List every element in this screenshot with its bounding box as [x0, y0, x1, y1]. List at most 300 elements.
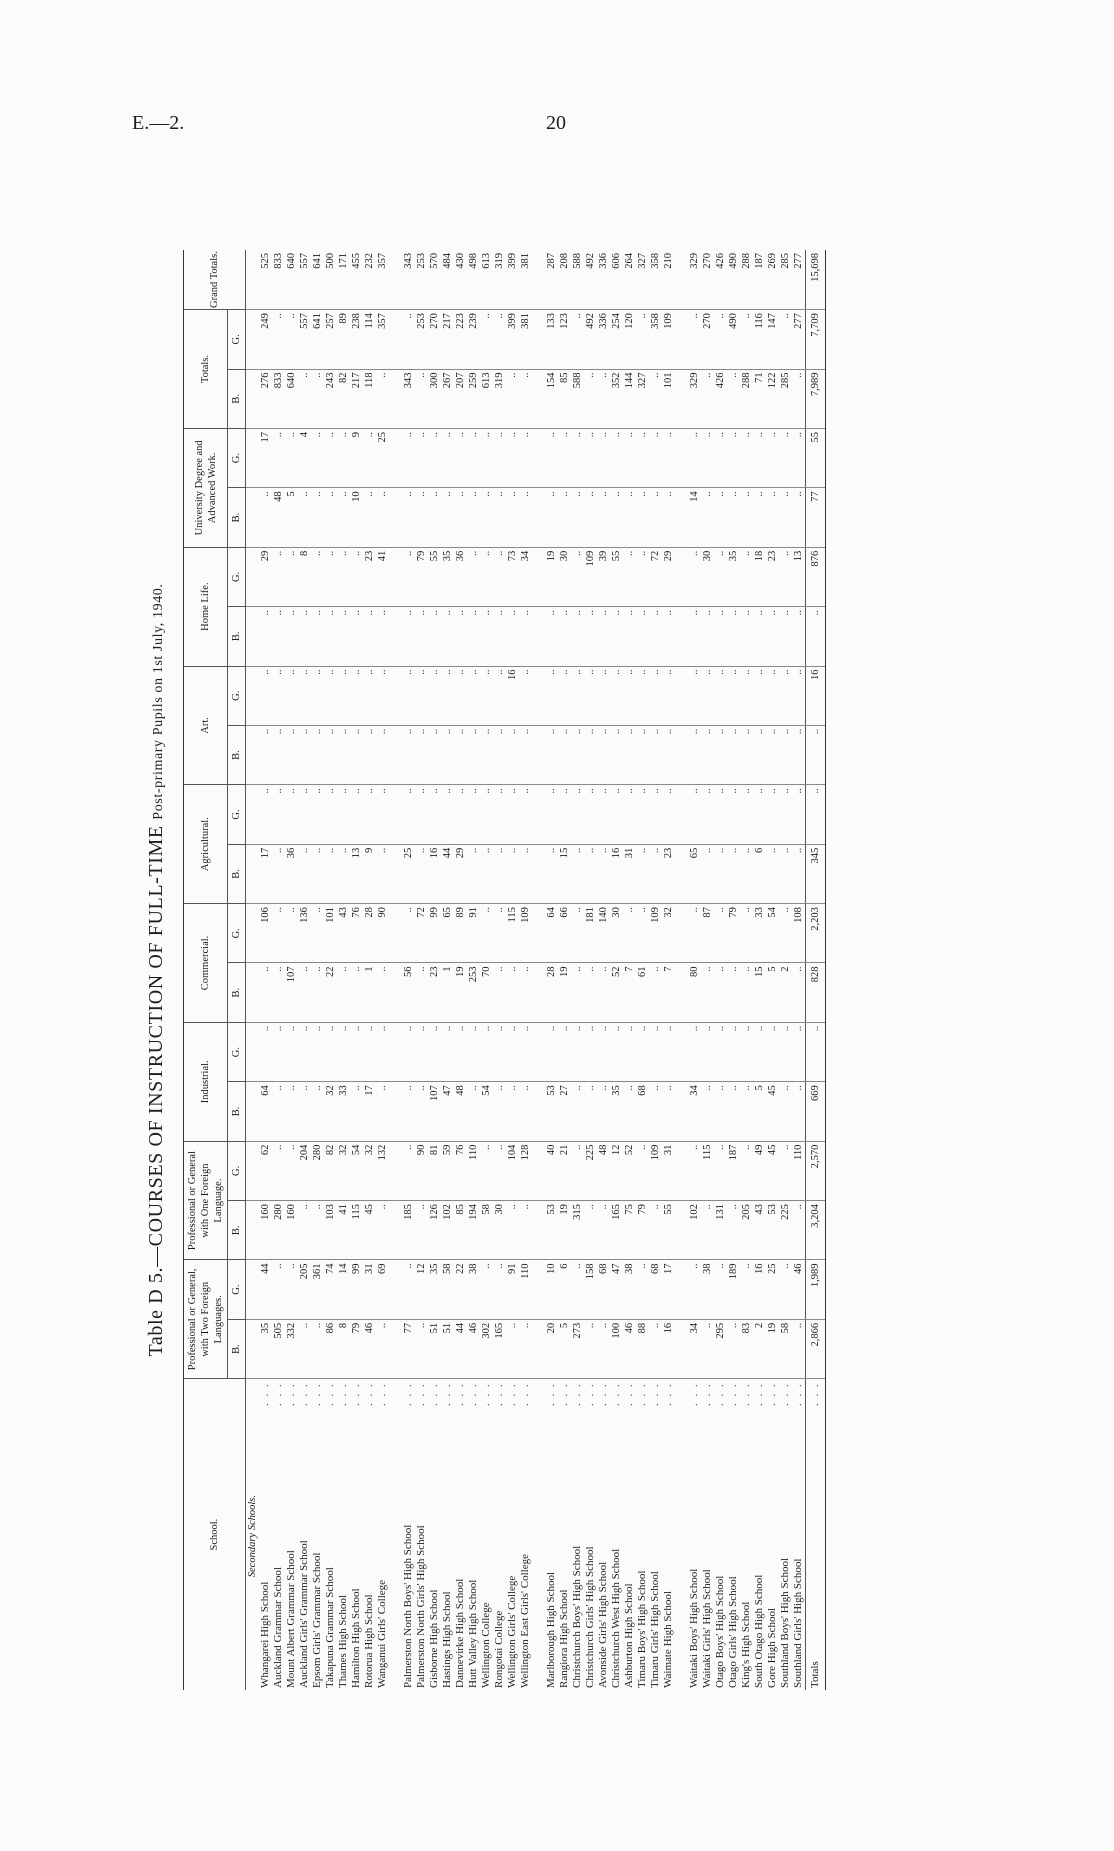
- totals-row: [806, 250, 826, 1690]
- school-name-text: Palmerston North Boys' High School: [402, 1524, 414, 1688]
- value-cell: ..: [324, 488, 337, 547]
- value-cell: ..: [714, 310, 727, 369]
- value-cell: 223: [454, 310, 467, 369]
- value-cell: 10: [350, 488, 363, 547]
- school-name-text: Timaru Girls' High School: [649, 1571, 661, 1688]
- value-cell: 5: [558, 1319, 571, 1378]
- empty-cell: [389, 785, 402, 844]
- value-cell: 32: [337, 1141, 350, 1200]
- value-cell: 83: [740, 1319, 753, 1378]
- value-cell: ..: [324, 785, 337, 844]
- value-cell: 35: [259, 1319, 272, 1378]
- value-cell: 59: [441, 1141, 454, 1200]
- value-cell: 17: [363, 1082, 376, 1141]
- value-cell: ..: [545, 1022, 558, 1081]
- value-cell: ..: [259, 488, 272, 547]
- value-cell: 14: [688, 488, 701, 547]
- value-cell: 29: [454, 844, 467, 903]
- value-cell: ..: [610, 1022, 623, 1081]
- school-name: [415, 1379, 428, 1690]
- value-cell: ..: [636, 785, 649, 844]
- group-header-commercial: Commercial.: [184, 904, 228, 1023]
- value-cell: ..: [376, 666, 389, 725]
- empty-cell: [246, 1022, 260, 1081]
- value-cell: ..: [285, 725, 298, 784]
- value-cell: 110: [467, 1141, 480, 1200]
- value-cell: 34: [688, 1082, 701, 1141]
- empty-cell: [246, 547, 260, 606]
- value-cell: 101: [662, 369, 675, 428]
- value-cell: ..: [584, 963, 597, 1022]
- value-cell: 2: [779, 963, 792, 1022]
- value-cell: ..: [649, 785, 662, 844]
- value-cell: 6: [753, 844, 766, 903]
- value-cell: ..: [740, 428, 753, 487]
- value-cell: 107: [428, 1082, 441, 1141]
- value-cell: 49: [753, 1141, 766, 1200]
- leader-dots: . . .: [714, 1382, 726, 1406]
- value-cell: ..: [376, 1319, 389, 1378]
- table-title-rest: Post-primary Pupils on 1st July, 1940.: [151, 583, 166, 820]
- value-cell: ..: [545, 666, 558, 725]
- value-cell: ..: [649, 1022, 662, 1081]
- header-row-groups: [184, 250, 228, 1690]
- value-cell: 41: [337, 1201, 350, 1260]
- value-cell: ..: [415, 1201, 428, 1260]
- empty-cell: [389, 607, 402, 666]
- total-cell: 2,570: [806, 1141, 826, 1200]
- value-cell: 270: [701, 310, 714, 369]
- value-cell: 45: [766, 1082, 779, 1141]
- value-cell: ..: [740, 488, 753, 547]
- value-cell: ..: [337, 607, 350, 666]
- value-cell: 74: [324, 1260, 337, 1319]
- value-cell: 19: [766, 1319, 779, 1378]
- spacer-row: [675, 250, 688, 1690]
- value-cell: ..: [649, 488, 662, 547]
- value-cell: 12: [610, 1141, 623, 1200]
- value-cell: ..: [584, 1082, 597, 1141]
- value-cell: 87: [701, 904, 714, 963]
- leader-dots: . . .: [376, 1382, 388, 1406]
- value-cell: ..: [688, 1141, 701, 1200]
- value-cell: 75: [623, 1201, 636, 1260]
- value-cell: ..: [727, 1082, 740, 1141]
- value-cell: ..: [623, 547, 636, 606]
- value-cell: ..: [298, 488, 311, 547]
- value-cell: ..: [415, 1022, 428, 1081]
- value-cell: 51: [441, 1319, 454, 1378]
- value-cell: ..: [467, 725, 480, 784]
- school-name: [597, 1379, 610, 1690]
- value-cell: ..: [636, 904, 649, 963]
- value-cell: 31: [363, 1260, 376, 1319]
- school-name: [376, 1379, 389, 1690]
- value-cell: ..: [623, 1082, 636, 1141]
- school-name: [285, 1379, 298, 1690]
- value-cell: 285: [779, 250, 792, 310]
- value-cell: 500: [324, 250, 337, 310]
- value-cell: ..: [441, 1022, 454, 1081]
- value-cell: 640: [285, 369, 298, 428]
- value-cell: 357: [376, 250, 389, 310]
- value-cell: ..: [428, 488, 441, 547]
- value-cell: 41: [376, 547, 389, 606]
- empty-cell: [246, 250, 260, 310]
- value-cell: ..: [597, 1201, 610, 1260]
- school-name: [727, 1379, 740, 1690]
- school-name-text: Takapuna Grammar School: [324, 1567, 336, 1688]
- value-cell: ..: [519, 428, 532, 487]
- value-cell: ..: [545, 428, 558, 487]
- value-cell: 613: [480, 250, 493, 310]
- value-cell: 82: [337, 369, 350, 428]
- value-cell: ..: [727, 428, 740, 487]
- value-cell: ..: [298, 1082, 311, 1141]
- value-cell: 239: [467, 310, 480, 369]
- value-cell: ..: [571, 666, 584, 725]
- value-cell: ..: [415, 607, 428, 666]
- value-cell: 7: [662, 963, 675, 1022]
- value-cell: ..: [740, 963, 753, 1022]
- value-cell: ..: [740, 904, 753, 963]
- value-cell: ..: [766, 607, 779, 666]
- empty-cell: [532, 369, 545, 428]
- school-name-text: Mount Albert Grammar School: [285, 1550, 297, 1688]
- value-cell: 13: [350, 844, 363, 903]
- school-name: [363, 1379, 376, 1690]
- value-cell: ..: [337, 785, 350, 844]
- value-cell: ..: [493, 1141, 506, 1200]
- value-cell: ..: [792, 785, 806, 844]
- value-cell: 132: [376, 1141, 389, 1200]
- school-name-text: Auckland Grammar School: [272, 1567, 284, 1688]
- value-cell: 5: [766, 963, 779, 1022]
- value-cell: 82: [324, 1141, 337, 1200]
- value-cell: ..: [688, 725, 701, 784]
- leader-dots: . . .: [597, 1382, 609, 1406]
- empty-cell: [675, 607, 688, 666]
- school-name-text: Timaru Boys' High School: [636, 1570, 648, 1688]
- value-cell: 277: [792, 250, 806, 310]
- table-row: [545, 250, 558, 1690]
- group-header-home-life: Home Life.: [184, 547, 228, 666]
- value-cell: ..: [311, 428, 324, 487]
- value-cell: ..: [649, 1201, 662, 1260]
- value-cell: 264: [623, 250, 636, 310]
- value-cell: 295: [714, 1319, 727, 1378]
- value-cell: 23: [766, 547, 779, 606]
- value-cell: 38: [701, 1260, 714, 1319]
- empty-cell: [675, 1201, 688, 1260]
- value-cell: ..: [571, 725, 584, 784]
- value-cell: 399: [506, 250, 519, 310]
- value-cell: ..: [584, 428, 597, 487]
- value-cell: ..: [623, 488, 636, 547]
- empty-cell: [532, 1260, 545, 1319]
- leader-dots: . . .: [363, 1382, 375, 1406]
- value-cell: 4: [298, 428, 311, 487]
- value-cell: 30: [701, 547, 714, 606]
- value-cell: ..: [623, 607, 636, 666]
- leader-dots: . . .: [298, 1382, 310, 1406]
- value-cell: ..: [662, 666, 675, 725]
- value-cell: ..: [467, 1022, 480, 1081]
- value-cell: ..: [701, 725, 714, 784]
- value-cell: ..: [493, 963, 506, 1022]
- value-cell: 343: [402, 369, 415, 428]
- school-name: [272, 1379, 285, 1690]
- value-cell: ..: [298, 963, 311, 1022]
- total-cell: 77: [806, 488, 826, 547]
- school-name: [766, 1379, 779, 1690]
- value-cell: ..: [480, 725, 493, 784]
- value-cell: ..: [272, 547, 285, 606]
- value-cell: 498: [467, 250, 480, 310]
- value-cell: 5: [285, 488, 298, 547]
- school-name: [571, 1379, 584, 1690]
- value-cell: 17: [662, 1260, 675, 1319]
- empty-cell: [532, 607, 545, 666]
- value-cell: 144: [623, 369, 636, 428]
- total-cell: 2,203: [806, 904, 826, 963]
- subheader-b: B.: [228, 1082, 246, 1141]
- value-cell: ..: [740, 1082, 753, 1141]
- value-cell: ..: [337, 963, 350, 1022]
- table-row: [493, 250, 506, 1690]
- school-name-text: Thames High School: [337, 1595, 349, 1688]
- total-cell: 2,866: [806, 1319, 826, 1378]
- value-cell: 34: [519, 547, 532, 606]
- value-cell: ..: [350, 725, 363, 784]
- value-cell: ..: [415, 666, 428, 725]
- value-cell: ..: [363, 428, 376, 487]
- subheader-b: B.: [228, 488, 246, 547]
- value-cell: ..: [467, 785, 480, 844]
- value-cell: ..: [311, 666, 324, 725]
- value-cell: 35: [428, 1260, 441, 1319]
- subheader-g: G.: [228, 1141, 246, 1200]
- value-cell: ..: [584, 844, 597, 903]
- value-cell: ..: [688, 785, 701, 844]
- value-cell: ..: [298, 844, 311, 903]
- value-cell: ..: [571, 428, 584, 487]
- value-cell: 207: [454, 369, 467, 428]
- value-cell: ..: [688, 310, 701, 369]
- value-cell: 44: [454, 1319, 467, 1378]
- value-cell: ..: [584, 1022, 597, 1081]
- school-name: [636, 1379, 649, 1690]
- value-cell: 58: [441, 1260, 454, 1319]
- value-cell: 217: [350, 369, 363, 428]
- subheader-g: G.: [228, 1260, 246, 1319]
- value-cell: ..: [493, 488, 506, 547]
- value-cell: ..: [298, 725, 311, 784]
- value-cell: 79: [415, 547, 428, 606]
- value-cell: ..: [714, 607, 727, 666]
- value-cell: 32: [324, 1082, 337, 1141]
- table-row: [662, 250, 675, 1690]
- value-cell: ..: [649, 666, 662, 725]
- value-cell: ..: [597, 725, 610, 784]
- value-cell: 232: [363, 250, 376, 310]
- table-row: [350, 250, 363, 1690]
- value-cell: ..: [662, 785, 675, 844]
- total-cell: 1,989: [806, 1260, 826, 1319]
- value-cell: 53: [766, 1201, 779, 1260]
- empty-cell: [675, 488, 688, 547]
- value-cell: ..: [766, 785, 779, 844]
- value-cell: ..: [363, 666, 376, 725]
- value-cell: ..: [272, 428, 285, 487]
- value-cell: ..: [259, 666, 272, 725]
- value-cell: ..: [402, 310, 415, 369]
- value-cell: 89: [337, 310, 350, 369]
- value-cell: 32: [662, 904, 675, 963]
- value-cell: 7: [623, 963, 636, 1022]
- school-name-text: Rangiora High School: [558, 1589, 570, 1688]
- value-cell: ..: [480, 547, 493, 606]
- value-cell: 270: [701, 250, 714, 310]
- table-title: [145, 250, 179, 1690]
- value-cell: 329: [688, 369, 701, 428]
- value-cell: ..: [558, 488, 571, 547]
- value-cell: 426: [714, 250, 727, 310]
- value-cell: ..: [324, 666, 337, 725]
- school-name: [454, 1379, 467, 1690]
- table-row: [506, 250, 519, 1690]
- value-cell: ..: [610, 428, 623, 487]
- value-cell: 315: [571, 1201, 584, 1260]
- value-cell: ..: [259, 607, 272, 666]
- value-cell: ..: [311, 488, 324, 547]
- school-name: [324, 1379, 337, 1690]
- value-cell: ..: [480, 844, 493, 903]
- school-name-text: Dannevirke High School: [454, 1578, 466, 1688]
- courses-table: [183, 250, 826, 1690]
- value-cell: ..: [727, 725, 740, 784]
- value-cell: ..: [428, 1022, 441, 1081]
- value-cell: ..: [740, 1260, 753, 1319]
- value-cell: ..: [545, 488, 558, 547]
- school-name-text: Otago Girls' High School: [727, 1576, 739, 1688]
- value-cell: 109: [649, 1141, 662, 1200]
- value-cell: ..: [662, 488, 675, 547]
- value-cell: 55: [610, 547, 623, 606]
- value-cell: ..: [714, 844, 727, 903]
- value-cell: ..: [415, 785, 428, 844]
- value-cell: ..: [779, 844, 792, 903]
- table-title-main: —COURSES OF INSTRUCTION OF FULL-TIME: [145, 825, 167, 1267]
- value-cell: 140: [597, 904, 610, 963]
- school-header: School.: [184, 1379, 246, 1690]
- school-name-text: Rongotai College: [493, 1610, 505, 1688]
- value-cell: ..: [363, 725, 376, 784]
- value-cell: ..: [298, 666, 311, 725]
- value-cell: 55: [662, 1201, 675, 1260]
- value-cell: ..: [701, 369, 714, 428]
- value-cell: ..: [324, 607, 337, 666]
- value-cell: 31: [623, 844, 636, 903]
- empty-cell: [532, 963, 545, 1022]
- empty-cell: [246, 963, 260, 1022]
- leader-dots: . . .: [441, 1382, 453, 1406]
- value-cell: ..: [610, 725, 623, 784]
- value-cell: ..: [415, 488, 428, 547]
- school-name: [259, 1379, 272, 1690]
- empty-cell: [389, 250, 402, 310]
- group-header-agricultural: Agricultural.: [184, 785, 228, 904]
- value-cell: 22: [454, 1260, 467, 1319]
- value-cell: 29: [259, 547, 272, 606]
- value-cell: 525: [259, 250, 272, 310]
- value-cell: ..: [519, 1201, 532, 1260]
- value-cell: 243: [324, 369, 337, 428]
- value-cell: 58: [779, 1319, 792, 1378]
- value-cell: ..: [597, 785, 610, 844]
- total-cell: 16: [806, 666, 826, 725]
- value-cell: ..: [571, 607, 584, 666]
- value-cell: ..: [376, 1082, 389, 1141]
- value-cell: ..: [597, 1022, 610, 1081]
- subheader-b: B.: [228, 1201, 246, 1260]
- value-cell: ..: [584, 488, 597, 547]
- value-cell: 17: [259, 428, 272, 487]
- value-cell: ..: [753, 428, 766, 487]
- value-cell: 187: [727, 1141, 740, 1200]
- value-cell: ..: [584, 785, 597, 844]
- value-cell: ..: [753, 725, 766, 784]
- value-cell: ..: [727, 666, 740, 725]
- value-cell: 53: [545, 1201, 558, 1260]
- value-cell: ..: [285, 547, 298, 606]
- value-cell: 185: [402, 1201, 415, 1260]
- value-cell: ..: [662, 607, 675, 666]
- value-cell: 51: [428, 1319, 441, 1378]
- page-reference: E.—2.: [132, 112, 185, 134]
- value-cell: 17: [259, 844, 272, 903]
- empty-cell: [532, 785, 545, 844]
- value-cell: 641: [311, 250, 324, 310]
- value-cell: ..: [688, 1022, 701, 1081]
- value-cell: 109: [649, 904, 662, 963]
- value-cell: ..: [740, 607, 753, 666]
- value-cell: 89: [454, 904, 467, 963]
- school-name-text: Whangarei High School: [259, 1581, 271, 1688]
- value-cell: 18: [753, 547, 766, 606]
- value-cell: 257: [324, 310, 337, 369]
- value-cell: 46: [623, 1319, 636, 1378]
- value-cell: ..: [740, 1022, 753, 1081]
- value-cell: 285: [779, 369, 792, 428]
- value-cell: ..: [727, 844, 740, 903]
- value-cell: 225: [779, 1201, 792, 1260]
- value-cell: ..: [311, 607, 324, 666]
- value-cell: 1: [363, 963, 376, 1022]
- value-cell: 110: [519, 1260, 532, 1319]
- value-cell: ..: [493, 844, 506, 903]
- value-cell: 36: [454, 547, 467, 606]
- value-cell: ..: [467, 428, 480, 487]
- value-cell: ..: [506, 1022, 519, 1081]
- value-cell: ..: [441, 725, 454, 784]
- group-header-university: University Degree and Advanced Work.: [184, 428, 228, 547]
- table-row: [480, 250, 493, 1690]
- value-cell: 131: [714, 1201, 727, 1260]
- empty-cell: [389, 428, 402, 487]
- value-cell: ..: [688, 607, 701, 666]
- total-cell: 7,989: [806, 369, 826, 428]
